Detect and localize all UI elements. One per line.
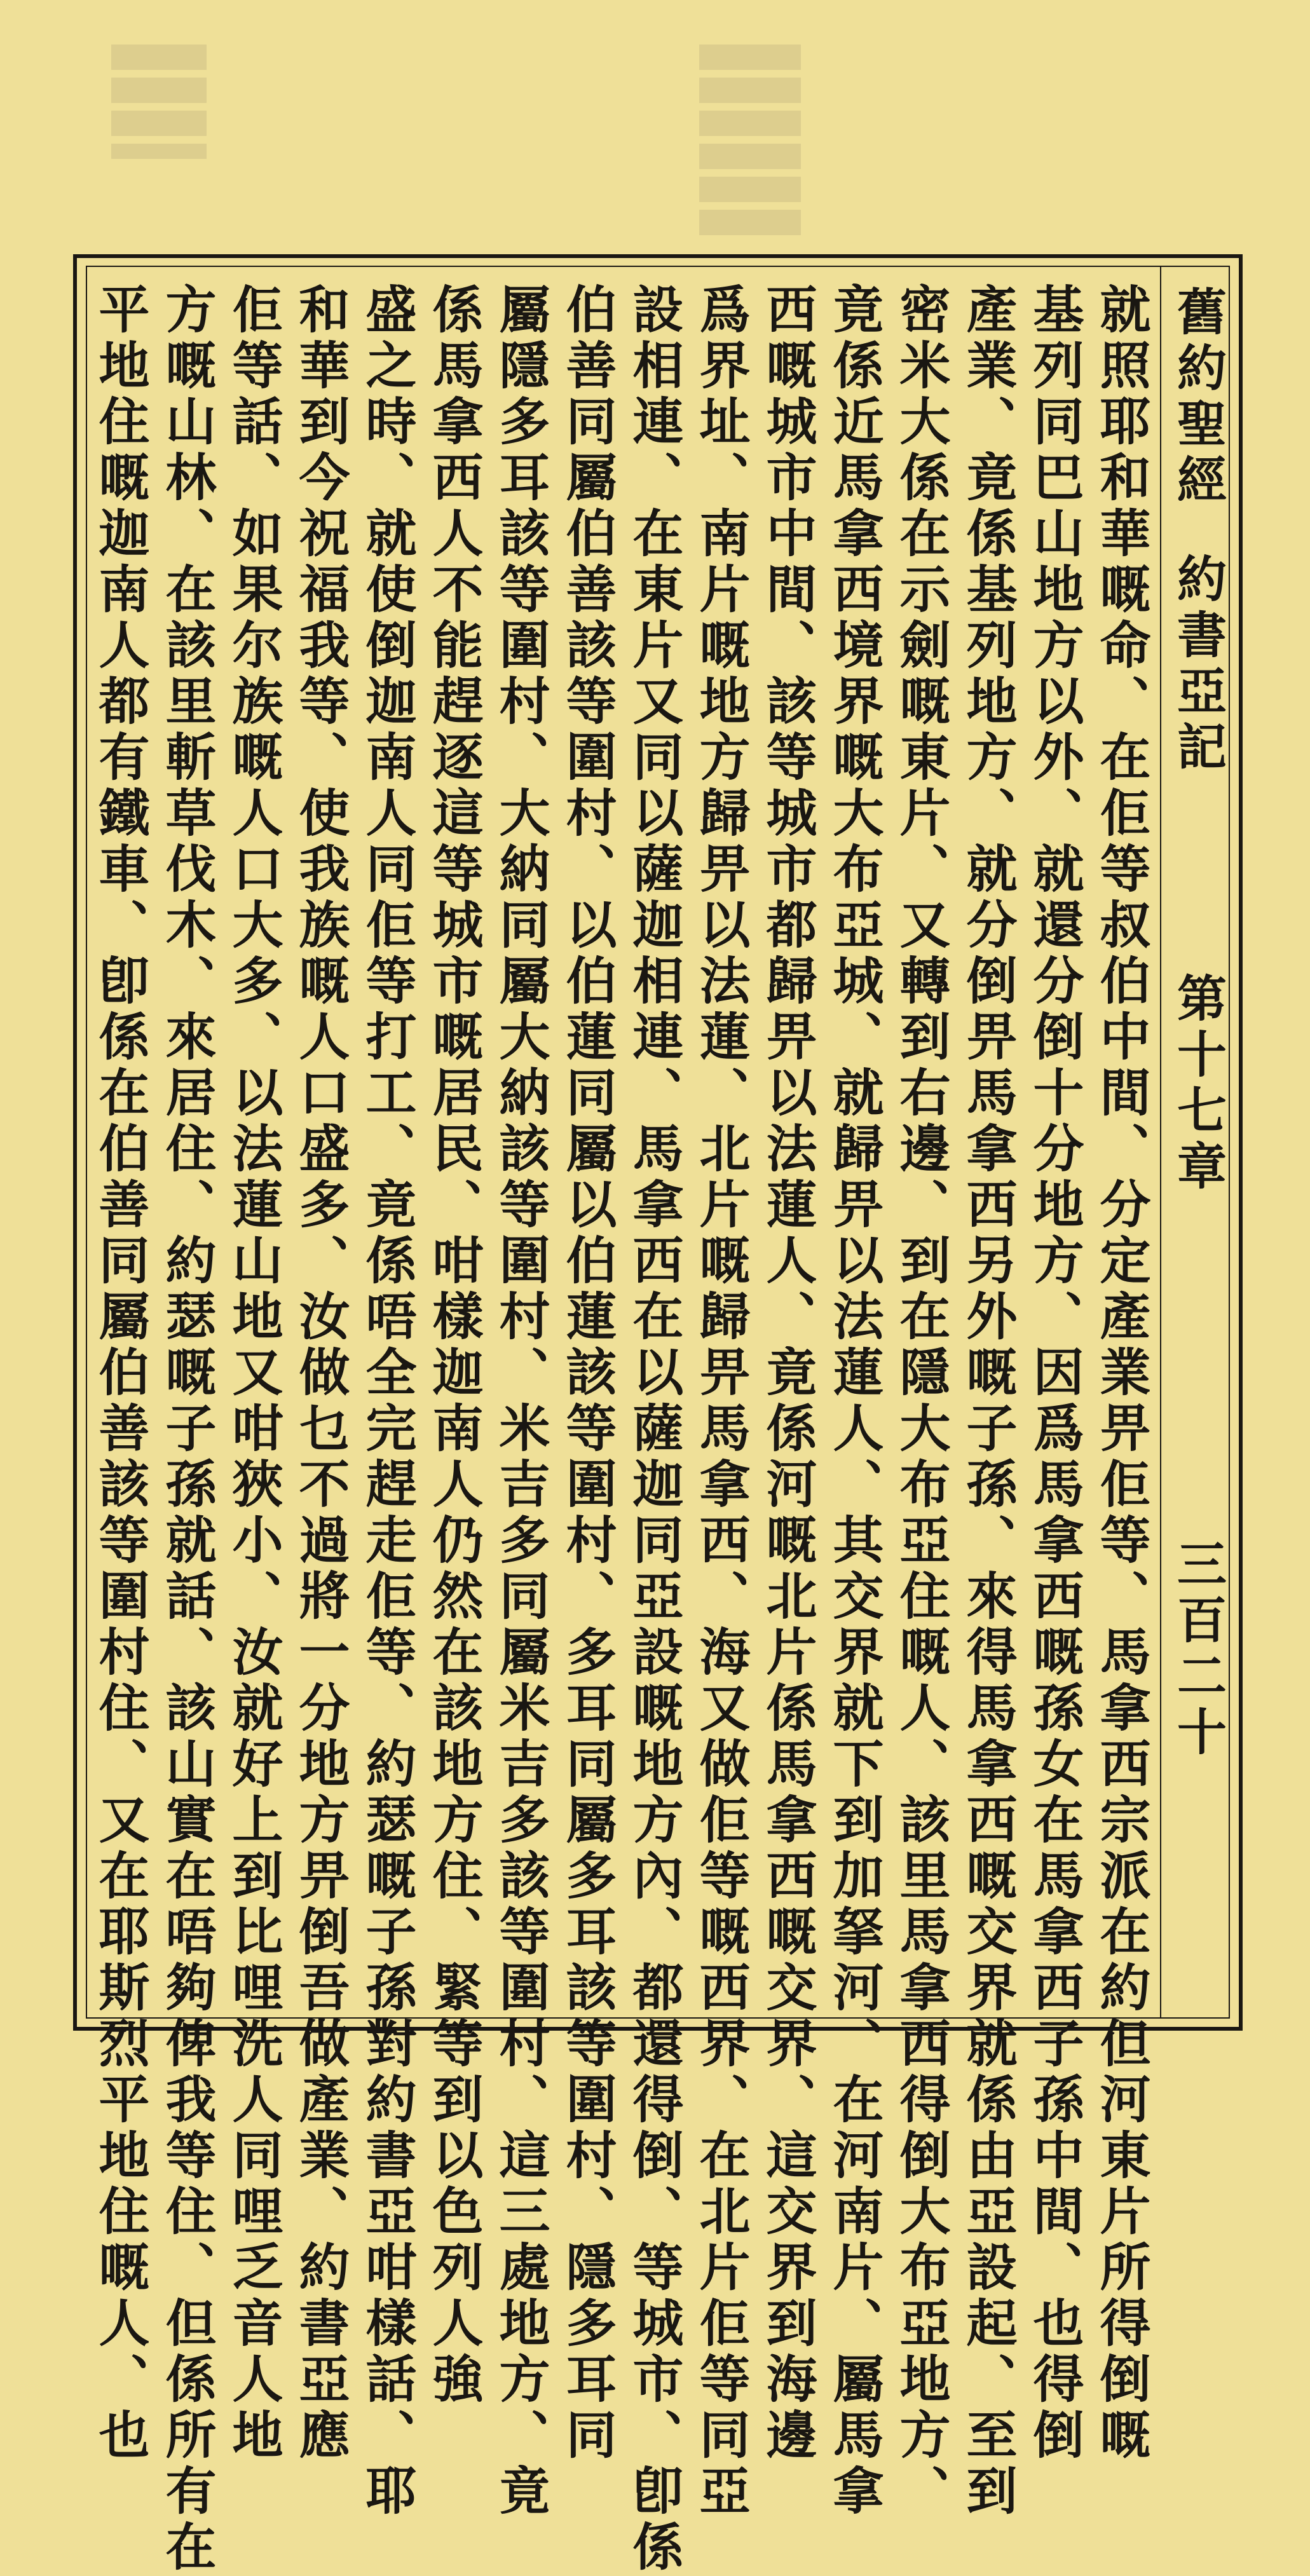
text-column-8: 設相連、在東片又同以薩迦相連、馬拿西在以薩迦同亞設嘅地方內、都還得倒、等城市、卽係 bbox=[624, 283, 684, 2576]
text-column-7: 爲界址、南片嘅地方歸畀以法蓮、北片嘅歸畀馬拿西、海又做佢等嘅西界、在北片佢等同亞 bbox=[691, 283, 751, 2520]
text-column-9: 伯善同屬伯善該等圍村、以伯蓮同屬以伯蓮該等圍村、多耳同屬多耳該等圍村、隱多耳同 bbox=[557, 283, 617, 2464]
text-column-1: 就照耶和華嘅命、在佢等叔伯中間、分定產業畀佢等、馬拿西宗派在約但河東片所得倒嘅 bbox=[1091, 283, 1151, 2464]
text-column-3: 產業、竟係基列地方、就分倒畀馬拿西另外嘅子孫、來得馬拿西嘅交界就係由亞設起、至到 bbox=[958, 283, 1018, 2520]
text-column-15: 方嘅山林、在該里斬草伐木、來居住、約瑟嘅子孫就話、該山實在唔夠俾我等住、但係所有在 bbox=[157, 283, 217, 2576]
text-column-11: 係馬拿西人不能趕逐這等城市嘅居民、咁樣迦南人仍然在該地方住、緊等到以色列人強 bbox=[424, 283, 484, 2408]
text-column-6: 西嘅城市中間、該等城市都歸畀以法蓮人、竟係河嘅北片係馬拿西嘅交界、這交界到海邊 bbox=[758, 283, 817, 2464]
text-column-10: 屬隱多耳該等圍村、大納同屬大納該等圍村、米吉多同屬米吉多該等圍村、這三處地方、竟 bbox=[491, 283, 550, 2520]
text-column-12: 盛之時、就使倒迦南人同佢等打工、竟係唔全完趕走佢等、約瑟嘅子孫對約書亞咁樣話、耶 bbox=[357, 283, 417, 2520]
text-column-16: 平地住嘅迦南人都有鐵車、卽係在伯善同屬伯善該等圍村住、又在耶斯烈平地住嘅人、也 bbox=[90, 283, 150, 2464]
bleed-through-mark-center bbox=[699, 44, 801, 235]
page-number: 三百二十 bbox=[1169, 1538, 1227, 1762]
bleed-through-mark-left bbox=[111, 44, 207, 159]
text-column-5: 竟係近馬拿西境界嘅大布亞城、就歸畀以法蓮人、其交界就下到加拏河、在河南片、屬馬拿 bbox=[824, 283, 884, 2520]
text-column-14: 佢等話、如果尔族嘅人口大多、以法蓮山地又咁狹小、汝就好上到比哩洗人同哩乏音人地 bbox=[224, 283, 283, 2464]
text-column-4: 密米大係在示劍嘅東片、又轉到右邊、到在隱大布亞住嘅人、該里馬拿西得倒大布亞地方、 bbox=[891, 283, 951, 2520]
text-column-13: 和華到今祝福我等、使我族嘅人口盛多、汝做乜不過將一分地方畀倒吾做產業、約書亞應 bbox=[290, 283, 350, 2464]
book-title: 舊約聖經 bbox=[1169, 286, 1227, 510]
header-rule bbox=[1160, 266, 1161, 2019]
chapter-heading: 第十七章 bbox=[1169, 972, 1227, 1196]
section-title: 約書亞記 bbox=[1169, 553, 1227, 777]
text-column-2: 基列同巴山地方以外、就還分倒十分地方、因爲馬拿西嘅孫女在馬拿西子孫中間、也得倒 bbox=[1025, 283, 1084, 2464]
